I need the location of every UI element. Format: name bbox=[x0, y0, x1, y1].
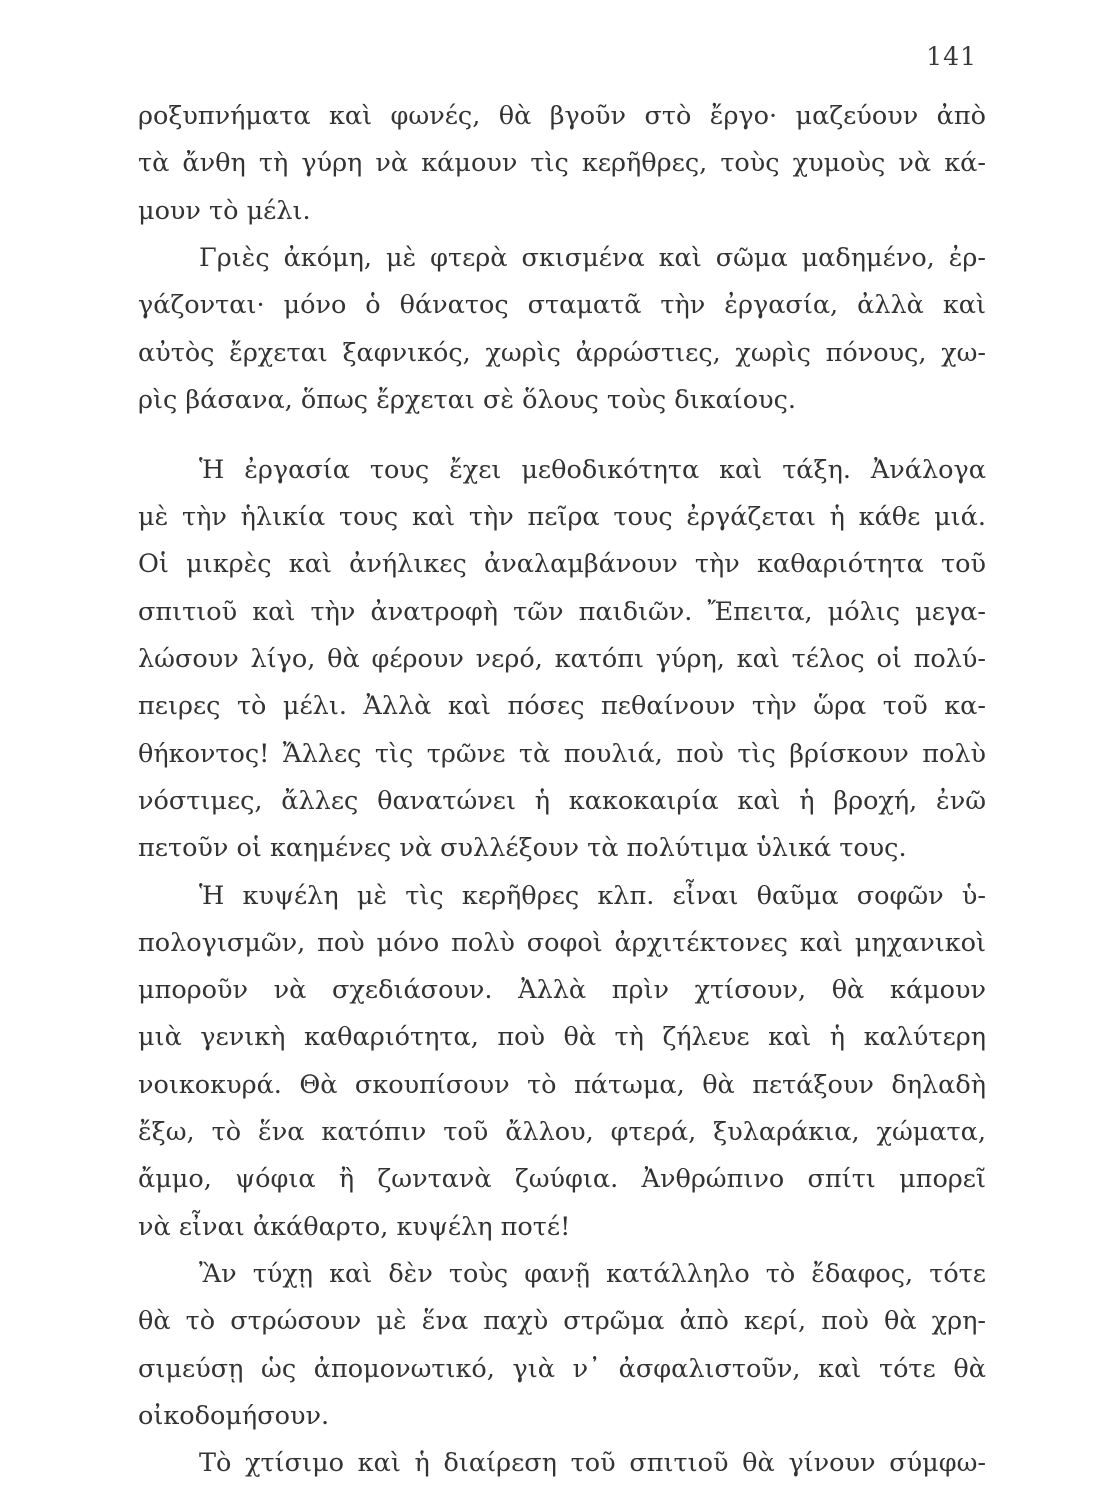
page-number: 141 bbox=[926, 42, 977, 71]
text-line: Ἡ ἐργασία τους ἔχει μεθοδικότητα καὶ τάξη. Ἀνάλογα bbox=[199, 454, 986, 485]
text-line: μιὰ γενικὴ καθαριότητα, ποὺ θὰ τὴ ζήλευε καὶ ἡ καλύτερη bbox=[138, 1022, 986, 1053]
text-line: πειρες τὸ μέλι. Ἀλλὰ καὶ πόσες πεθαίνουν τὴν ὥρα τοῦ κα- bbox=[138, 691, 986, 722]
text-line: λώσουν λίγο, θὰ φέρουν νερό, κατόπι γύρη, καὶ τέλος οἱ πολύ- bbox=[138, 644, 986, 674]
text-line: μὲ τὴν ἡλικία τους καὶ τὴν πεῖρα τους ἐργάζεται ἡ κάθε μιά. bbox=[138, 502, 986, 533]
text-line: νόστιμες, ἄλλες θανατώνει ἡ κακοκαιρία καὶ ἡ βροχή, ἐνῶ bbox=[138, 785, 986, 816]
text-line: αὐτὸς ἔρχεται ξαφνικός, χωρὶς ἀρρώστιες, χωρὶς πόνους, χω- bbox=[138, 337, 986, 368]
text-line: Ἡ κυψέλη μὲ τὶς κερῆθρες κλπ. εἶναι θαῦμα σοφῶν ὑ- bbox=[199, 880, 986, 911]
text-line: μουν τὸ μέλι. bbox=[138, 195, 311, 226]
text-line: νοικοκυρά. Θὰ σκουπίσουν τὸ πάτωμα, θὰ πετάξουν δηλαδὴ bbox=[138, 1069, 986, 1100]
text-line: νὰ εἶναι ἀκάθαρτο, κυψέλη ποτέ! bbox=[138, 1211, 571, 1242]
text-line: μποροῦν νὰ σχεδιάσουν. Ἀλλὰ πρὶν χτίσουν, θὰ κάμουν bbox=[138, 975, 986, 1006]
text-line: σιμεύσῃ ὡς ἀπομονωτικό, γιὰ ν᾽ ἀσφαλιστοῦν, καὶ τότε θὰ bbox=[138, 1353, 986, 1384]
text-line: Ἂν τύχῃ καὶ δὲν τοὺς φανῇ κατάλληλο τὸ ἔδαφος, τότε bbox=[199, 1258, 986, 1289]
text-line: ἄμμο, ψόφια ἢ ζωντανὰ ζωύφια. Ἀνθρώπινο σπίτι μπορεῖ bbox=[138, 1164, 986, 1195]
text-line: Οἱ μικρὲς καὶ ἀνήλικες ἀναλαμβάνουν τὴν καθαριότητα τοῦ bbox=[138, 549, 986, 580]
text-line: Τὸ χτίσιμο καὶ ἡ διαίρεση τοῦ σπιτιοῦ θὰ γίνουν σύμφω- bbox=[199, 1448, 986, 1479]
text-line: οἰκοδομήσουν. bbox=[138, 1400, 330, 1431]
text-line: ἔξω, τὸ ἕνα κατόπιν τοῦ ἄλλου, φτερά, ξυλαράκια, χώματα, bbox=[138, 1117, 986, 1147]
text-line: σπιτιοῦ καὶ τὴν ἀνατροφὴ τῶν παιδιῶν. Ἔπειτα, μόλις μεγα- bbox=[138, 596, 986, 627]
text-line: πετοῦν οἱ καημένες νὰ συλλέξουν τὰ πολύτιμα ὑλικά τους. bbox=[138, 833, 907, 864]
text-line: θὰ τὸ στρώσουν μὲ ἕνα παχὺ στρῶμα ἀπὸ κερί, ποὺ θὰ χρη- bbox=[138, 1306, 986, 1337]
text-line: θήκοντος! Ἄλλες τὶς τρῶνε τὰ πουλιά, ποὺ τὶς βρίσκουν πολὺ bbox=[138, 738, 986, 769]
text-line: γάζονται· μόνο ὁ θάνατος σταματᾶ τὴν ἐργασία, ἀλλὰ καὶ bbox=[138, 290, 986, 321]
text-line: πολογισμῶν, ποὺ μόνο πολὺ σοφοὶ ἀρχιτέκτονες καὶ μηχανικοὶ bbox=[138, 927, 986, 958]
text-line: Γριὲς ἀκόμη, μὲ φτερὰ σκισμένα καὶ σῶμα μαδημένο, ἐρ- bbox=[199, 242, 986, 273]
text-line: ροξυπνήματα καὶ φωνές, θὰ βγοῦν στὸ ἔργο· μαζεύουν ἀπὸ bbox=[138, 101, 986, 131]
text-line: τὰ ἄνθη τὴ γύρη νὰ κάμουν τὶς κερῆθρες, τοὺς χυμοὺς νὰ κά- bbox=[138, 148, 986, 179]
text-line: ρὶς βάσανα, ὅπως ἔρχεται σὲ ὅλους τοὺς δικαίους. bbox=[138, 384, 797, 415]
